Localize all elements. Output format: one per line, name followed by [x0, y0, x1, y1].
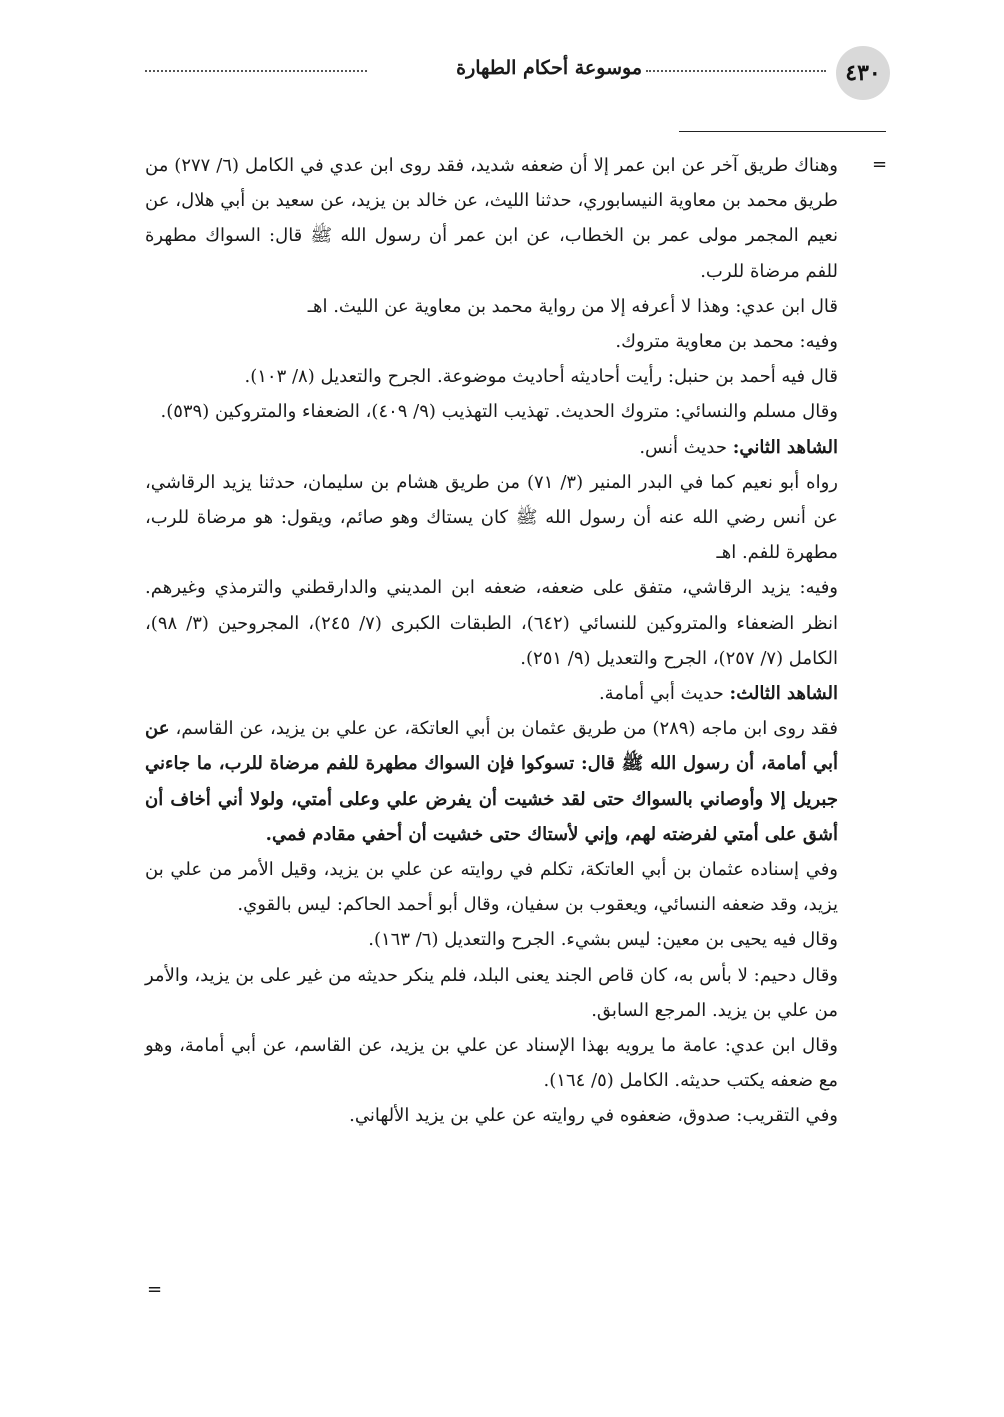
paragraph-third-witness [145, 676, 838, 711]
hadith-text-bold: عن أبي أمامة، أن رسول الله ﷺ قال: تسوكوا فإن السواك مطهرة للفم مرضاة للرب، ما جاءني جبريل إلا وأوصاني بالسواك حتى لقد خشيت أن يفرض علي وعلى أمتي، ولولا أني أخاف أن أشق على أمتي لفرضته لهم، وإني لأستاك حتى خشيت أن أحفي مقادم فمي. [145, 718, 838, 845]
page-header [145, 46, 890, 100]
page-number: ٤٣٠ [836, 46, 890, 100]
continuation-mark-top: = [872, 154, 888, 175]
header-title: موسوعة أحكام الطهارة [456, 57, 642, 79]
paragraph-narrator-status: وفيه: محمد بن معاوية متروك. [615, 331, 838, 353]
second-witness-text: حديث أنس. [639, 436, 733, 458]
paragraph-ibn-adi-general: وقال ابن عدي: عامة ما يرويه بهذا الإسناد عن علي بن يزيد، عن القاسم، عن أبي أمامة، وهو مع ضعفه يكتب حديثه. الكامل (٥/ ١٦٤). [145, 1035, 838, 1092]
continuation-mark-bottom: = [147, 1279, 163, 1300]
header-dots-left [145, 70, 367, 72]
paragraph-second-witness [145, 430, 838, 465]
paragraph-uthman-chain: وفي إسناده عثمان بن أبي العاتكة، تكلم في روايته عن علي بن يزيد، وقيل الأمر من علي بن يزيد، وقد ضعفه النسائي، ويعقوب بن سفيان، وقال أبو أحمد الحاكم: ليس بالقوي. [145, 859, 838, 916]
second-witness-label: الشاهد الثاني: [732, 436, 838, 458]
ibn-majah-chain: فقد روى ابن ماجه (٢٨٩) من طريق عثمان بن أبي العاتكة، عن علي بن يزيد، عن القاسم، [169, 718, 838, 740]
footnote-separator [679, 131, 886, 132]
third-witness-text: حديث أبي أمامة. [598, 683, 730, 705]
paragraph-abu-nuaym: رواه أبو نعيم كما في البدر المنير (٣/ ٧١) من طريق هشام بن سليمان، حدثنا يزيد الرقاشي، عن أنس رضي الله عنه أن رسول الله ﷺ كان يستاك وهو صائم، ويقول: هو مرضاة للرب، مطهرة للفم. اهـ [145, 471, 838, 564]
paragraph-duhaym: وقال دحيم: لا بأس به، كان قاص الجند يعنى البلد، فلم ينكر حديثه من غير على بن يزيد، والأمر من علي بن يزيد. المرجع السابق. [145, 964, 838, 1021]
paragraph-ibn-adi-comment: قال ابن عدي: وهذا لا أعرفه إلا من رواية محمد بن معاوية عن الليث. اهـ [307, 295, 838, 317]
paragraph-ibn-maeen: وقال فيه يحيى بن معين: ليس بشيء. الجرح والتعديل (٦/ ١٦٣). [368, 929, 838, 951]
third-witness-label: الشاهد الثالث: [729, 683, 838, 705]
footnote-body [145, 148, 838, 1134]
paragraph-ibn-umar-route: وهناك طريق آخر عن ابن عمر إلا أن ضعفه شديد، فقد روى ابن عدي في الكامل (٦/ ٢٧٧) من طريق محمد بن معاوية النيسابوري، حدثنا الليث، عن خالد بن يزيد، عن سعيد بن أبي هلال، عن نعيم المجمر مولى عمر بن الخطاب، عن ابن عمر أن رسول الله ﷺ قال: السواك مطهرة للفم مرضاة للرب. [145, 155, 839, 282]
paragraph-muslim-nasai: وقال مسلم والنسائي: متروك الحديث. تهذيب التهذيب (٩/ ٤٠٩)، الضعفاء والمتروكين (٥٣٩). [160, 401, 838, 423]
paragraph-ibn-majah [145, 711, 838, 852]
header-dots-right [646, 70, 826, 72]
paragraph-ahmad-comment: قال فيه أحمد بن حنبل: رأيت أحاديثه أحاديث موضوعة. الجرح والتعديل (٨/ ١٠٣). [244, 366, 838, 388]
paragraph-taqrib: وفي التقريب: صدوق، ضعفوه في روايته عن علي بن يزيد الألهاني. [349, 1105, 838, 1127]
paragraph-raqashi: وفيه: يزيد الرقاشي، متفق على ضعفه، ضعفه ابن المديني والدارقطني والترمذي وغيرهم. انظر الضعفاء والمتروكين للنسائي (٦٤٢)، الطبقات الكبرى (٧/ ٢٤٥)، المجروحين (٣/ ٩٨)، الكامل (٧/ ٢٥٧)، الجرح والتعديل (٩/ ٢٥١). [145, 577, 838, 669]
